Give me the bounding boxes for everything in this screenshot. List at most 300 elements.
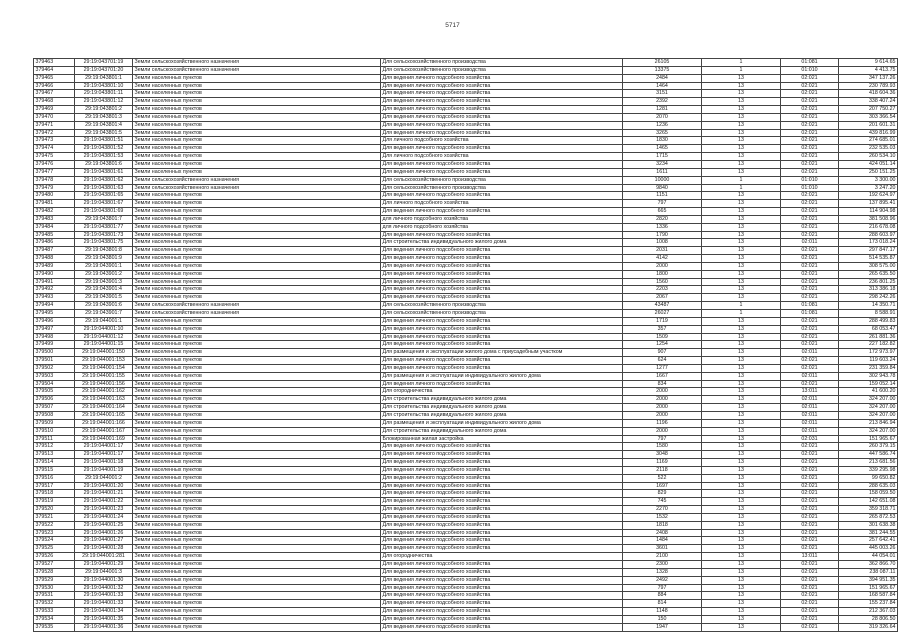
area-cell: 1328 [623,568,702,576]
row-id-cell: 379492 [34,286,75,294]
use-code-cell: 02:021 [781,325,839,333]
cadastral-number-cell: 29:19:043901:4 [75,286,133,294]
cadastral-value-cell: 514 535.87 [839,255,898,263]
use-code-cell: 02:021 [781,317,839,325]
permitted-use-cell: Для ведения личного подсобного хозяйства [381,615,623,623]
group-cell: 13 [702,215,781,223]
cadastral-value-cell: 238 087.11 [839,568,898,576]
group-cell: 13 [702,364,781,372]
table-row [34,215,898,223]
use-code-cell: 02:021 [781,498,839,506]
cadastral-number-cell: 29:19:044001:24 [75,513,133,521]
use-code-cell: 02:021 [781,584,839,592]
use-code-cell: 02:021 [781,208,839,216]
land-category-cell: Земли населенных пунктов [133,561,381,569]
table-row [34,474,898,482]
land-category-cell: Земли населенных пунктов [133,380,381,388]
land-category-cell: Земли населенных пунктов [133,498,381,506]
cadastral-number-cell: 29:19:044001:150 [75,349,133,357]
group-cell: 13 [702,121,781,129]
cadastral-number-cell: 29:19:043701:19 [75,59,133,67]
row-id-cell: 379493 [34,294,75,302]
group-cell: 13 [702,545,781,553]
table-row [34,255,898,263]
row-id-cell: 379482 [34,208,75,216]
land-category-cell: Земли сельскохозяйственного назначения [133,59,381,67]
table-row [34,341,898,349]
cadastral-number-cell: 29:19:044001:169 [75,435,133,443]
use-code-cell: 02:011 [781,419,839,427]
permitted-use-cell: Для ведения личного подсобного хозяйства [381,513,623,521]
group-cell: 13 [702,506,781,514]
cadastral-number-cell: 29:19:043901:5 [75,294,133,302]
land-category-cell: Земли населенных пунктов [133,372,381,380]
use-code-cell: 02:021 [781,145,839,153]
cadastral-number-cell: 29:19:044001:21 [75,490,133,498]
group-cell: 13 [702,608,781,616]
permitted-use-cell: Для ведения личного подсобного хозяйства [381,600,623,608]
row-id-cell: 379497 [34,325,75,333]
table-row [34,302,898,310]
table-row [34,192,898,200]
permitted-use-cell: Для ведения личного подсобного хозяйства [381,521,623,529]
cadastral-number-cell: 29:19:044001:281 [75,553,133,561]
use-code-cell: 02:021 [781,192,839,200]
use-code-cell: 02:021 [781,255,839,263]
permitted-use-cell: Для ведения личного подсобного хозяйства [381,121,623,129]
table-row [34,529,898,537]
area-cell: 797 [623,200,702,208]
use-code-cell: 02:021 [781,200,839,208]
row-id-cell: 379526 [34,553,75,561]
table-row [34,435,898,443]
permitted-use-cell: Для ведения личного подсобного хозяйства [381,168,623,176]
area-cell: 1336 [623,223,702,231]
cadastral-value-cell: 227 182.82 [839,341,898,349]
group-cell: 13 [702,459,781,467]
cadastral-number-cell: 29:19:044001:36 [75,623,133,631]
use-code-cell: 02:021 [781,623,839,631]
use-code-cell: 02:021 [781,561,839,569]
land-parcel-table [33,58,898,632]
cadastral-value-cell: 261 881.36 [839,333,898,341]
cadastral-number-cell: 29:19:043801:11 [75,90,133,98]
land-category-cell: Земли населенных пунктов [133,466,381,474]
area-cell: 745 [623,498,702,506]
row-id-cell: 379468 [34,98,75,106]
permitted-use-cell: Для ведения личного подсобного хозяйства [381,192,623,200]
cadastral-value-cell: 151 965.67 [839,584,898,592]
permitted-use-cell: Для ведения личного подсобного хозяйства [381,498,623,506]
permitted-use-cell: Для строительства индивидуального жилого дома [381,427,623,435]
cadastral-number-cell: 29:19:044001:3 [75,568,133,576]
cadastral-number-cell: 29:19:043801:2 [75,106,133,114]
area-cell: 2820 [623,215,702,223]
area-cell: 2492 [623,576,702,584]
area-cell: 797 [623,435,702,443]
group-cell: 13 [702,113,781,121]
area-cell: 26027 [623,310,702,318]
table-row [34,568,898,576]
group-cell: 1 [702,66,781,74]
land-category-cell: Земли населенных пунктов [133,262,381,270]
group-cell: 13 [702,435,781,443]
area-cell: 1790 [623,231,702,239]
use-code-cell: 02:021 [781,215,839,223]
table-row [34,427,898,435]
row-id-cell: 379514 [34,459,75,467]
use-code-cell: 02:021 [781,333,839,341]
row-id-cell: 379521 [34,513,75,521]
permitted-use-cell: Для ведения личного подсобного хозяйства [381,608,623,616]
table-row [34,537,898,545]
cadastral-number-cell: 29:19:044001:164 [75,404,133,412]
table-row [34,286,898,294]
land-category-cell: Земли сельскохозяйственного назначения [133,176,381,184]
permitted-use-cell: Для строительства индивидуального жилого дома [381,411,623,419]
row-id-cell: 379534 [34,615,75,623]
land-category-cell: Земли населенных пунктов [133,568,381,576]
permitted-use-cell: Блокированная жилая застройка [381,435,623,443]
use-code-cell: 02:021 [781,615,839,623]
cadastral-value-cell: 159 052.14 [839,380,898,388]
cadastral-value-cell: 168 587.84 [839,592,898,600]
use-code-cell: 02:021 [781,341,839,349]
cadastral-value-cell: 319 326.64 [839,623,898,631]
cadastral-number-cell: 29:19:044001:28 [75,545,133,553]
land-category-cell: Земли населенных пунктов [133,419,381,427]
use-code-cell: 02:021 [781,168,839,176]
table-row [34,482,898,490]
land-category-cell: Земли населенных пунктов [133,615,381,623]
table-row [34,608,898,616]
cadastral-value-cell: 41 600.20 [839,388,898,396]
cadastral-number-cell: 29:19:043801:10 [75,82,133,90]
table-row [34,545,898,553]
cadastral-value-cell: 288 603.97 [839,231,898,239]
area-cell: 1818 [623,521,702,529]
land-category-cell: Земли сельскохозяйственного назначения [133,184,381,192]
permitted-use-cell: Для ведения личного подсобного хозяйства [381,380,623,388]
cadastral-number-cell: 29:19:044001:22 [75,498,133,506]
cadastral-number-cell: 29:19:044001:34 [75,608,133,616]
use-code-cell: 01:010 [781,176,839,184]
use-code-cell: 02:021 [781,364,839,372]
area-cell: 1196 [623,419,702,427]
area-cell: 150 [623,615,702,623]
cadastral-value-cell: 3 300.00 [839,176,898,184]
cadastral-value-cell: 232 535.03 [839,145,898,153]
permitted-use-cell: Для ведения личного подсобного хозяйства [381,90,623,98]
land-category-cell: Земли населенных пунктов [133,74,381,82]
area-cell: 2484 [623,74,702,82]
row-id-cell: 379490 [34,270,75,278]
table-row [34,592,898,600]
area-cell: 1148 [623,608,702,616]
group-cell: 13 [702,255,781,263]
table-row [34,411,898,419]
cadastral-value-cell: 324 207.00 [839,404,898,412]
group-cell: 13 [702,357,781,365]
row-id-cell: 379479 [34,184,75,192]
area-cell: 3048 [623,451,702,459]
permitted-use-cell: Для личного подсобного хозяйства [381,153,623,161]
row-id-cell: 379484 [34,223,75,231]
cadastral-value-cell: 172 973.97 [839,349,898,357]
use-code-cell: 02:011 [781,404,839,412]
cadastral-number-cell: 29:19:043801:65 [75,192,133,200]
land-category-cell: Земли сельскохозяйственного назначения [133,66,381,74]
area-cell: 2000 [623,396,702,404]
use-code-cell: 02:011 [781,411,839,419]
row-id-cell: 379518 [34,490,75,498]
cadastral-value-cell: 201 601.31 [839,121,898,129]
group-cell: 13 [702,200,781,208]
group-cell: 13 [702,286,781,294]
cadastral-value-cell: 447 586.74 [839,451,898,459]
table-row [34,310,898,318]
land-category-cell: Земли населенных пунктов [133,490,381,498]
cadastral-value-cell: 8 588.91 [839,310,898,318]
land-category-cell: Земли населенных пунктов [133,137,381,145]
cadastral-value-cell: 359 318.71 [839,506,898,514]
row-id-cell: 379524 [34,537,75,545]
permitted-use-cell: Для сельскохозяйственного производства [381,310,623,318]
cadastral-value-cell: 302 943.78 [839,372,898,380]
land-category-cell: Земли населенных пунктов [133,482,381,490]
land-category-cell: Земли населенных пунктов [133,623,381,631]
group-cell: 13 [702,615,781,623]
group-cell: 13 [702,513,781,521]
cadastral-number-cell: 29:19:043801:73 [75,231,133,239]
land-category-cell: Земли населенных пунктов [133,451,381,459]
area-cell: 3234 [623,160,702,168]
use-code-cell: 02:021 [781,451,839,459]
table-row [34,168,898,176]
group-cell: 13 [702,208,781,216]
row-id-cell: 379471 [34,121,75,129]
group-cell: 1 [702,176,781,184]
cadastral-number-cell: 29:19:043801:9 [75,255,133,263]
group-cell: 13 [702,247,781,255]
cadastral-number-cell: 29:19:044001:35 [75,615,133,623]
row-id-cell: 379531 [34,592,75,600]
table-row [34,388,898,396]
permitted-use-cell: Для личного подсобного хозяйства [381,137,623,145]
area-cell: 624 [623,357,702,365]
land-category-cell: Земли населенных пунктов [133,200,381,208]
area-cell: 2118 [623,466,702,474]
cadastral-number-cell: 29:19:043801:3 [75,113,133,121]
permitted-use-cell: Для ведения личного подсобного хозяйства [381,561,623,569]
land-category-cell: Земли населенных пунктов [133,145,381,153]
permitted-use-cell: Для размещения и эксплуатации индивидуального жилого дома [381,419,623,427]
permitted-use-cell: Для ведения личного подсобного хозяйства [381,474,623,482]
use-code-cell: 02:021 [781,482,839,490]
cadastral-number-cell: 29:19:044001:1 [75,317,133,325]
permitted-use-cell: Для ведения личного подсобного хозяйства [381,341,623,349]
land-category-cell: Земли населенных пунктов [133,192,381,200]
table-row [34,404,898,412]
permitted-use-cell: Для ведения личного подсобного хозяйства [381,576,623,584]
table-row [34,294,898,302]
table-row [34,113,898,121]
group-cell: 13 [702,427,781,435]
land-category-cell: Земли населенных пунктов [133,121,381,129]
group-cell: 13 [702,529,781,537]
use-code-cell: 02:021 [781,521,839,529]
table-row [34,184,898,192]
area-cell: 665 [623,208,702,216]
cadastral-value-cell: 381 508.96 [839,215,898,223]
table-row [34,561,898,569]
permitted-use-cell: Для ведения личного подсобного хозяйства [381,294,623,302]
use-code-cell: 02:011 [781,427,839,435]
group-cell: 1 [702,59,781,67]
table-row [34,357,898,365]
row-id-cell: 379511 [34,435,75,443]
group-cell: 13 [702,262,781,270]
use-code-cell: 02:021 [781,113,839,121]
use-code-cell: 01:081 [781,59,839,67]
cadastral-number-cell: 29:19:044001:20 [75,482,133,490]
row-id-cell: 379467 [34,90,75,98]
table-row [34,498,898,506]
cadastral-number-cell: 29:19:043801:8 [75,247,133,255]
permitted-use-cell: Для ведения личного подсобного хозяйства [381,506,623,514]
area-cell: 9840 [623,184,702,192]
row-id-cell: 379517 [34,482,75,490]
use-code-cell: 02:021 [781,357,839,365]
area-cell: 1719 [623,317,702,325]
group-cell: 13 [702,137,781,145]
cadastral-value-cell: 14 350.71 [839,302,898,310]
use-code-cell: 01:081 [781,310,839,318]
cadastral-number-cell: 29:19:043901:7 [75,310,133,318]
use-code-cell: 02:021 [781,608,839,616]
cadastral-value-cell: 362 866.70 [839,561,898,569]
group-cell: 13 [702,270,781,278]
cadastral-number-cell: 29:19:044001:18 [75,459,133,467]
permitted-use-cell: Для ведения личного подсобного хозяйства [381,545,623,553]
table-row [34,239,898,247]
area-cell: 13375 [623,66,702,74]
land-category-cell: Земли населенных пунктов [133,529,381,537]
cadastral-number-cell: 29:19:043901:3 [75,278,133,286]
area-cell: 1484 [623,537,702,545]
table-row [34,380,898,388]
land-category-cell: Земли населенных пунктов [133,317,381,325]
cadastral-value-cell: 173 018.24 [839,239,898,247]
use-code-cell: 02:011 [781,239,839,247]
area-cell: 10000 [623,176,702,184]
cadastral-value-cell: 119 603.24 [839,357,898,365]
cadastral-number-cell: 29:19:043801:61 [75,168,133,176]
area-cell: 814 [623,600,702,608]
row-id-cell: 379528 [34,568,75,576]
area-cell: 2100 [623,553,702,561]
cadastral-number-cell: 29:19:044001:12 [75,333,133,341]
cadastral-number-cell: 29:19:043801:4 [75,121,133,129]
table-row [34,176,898,184]
group-cell: 13 [702,74,781,82]
table-row [34,137,898,145]
permitted-use-cell: Для ведения личного подсобного хозяйства [381,466,623,474]
table-row [34,506,898,514]
group-cell: 13 [702,239,781,247]
permitted-use-cell: Для ведения личного подсобного хозяйства [381,231,623,239]
land-category-cell: Земли сельскохозяйственного назначения [133,302,381,310]
use-code-cell: 01:010 [781,66,839,74]
permitted-use-cell: Для ведения личного подсобного хозяйства [381,98,623,106]
cadastral-number-cell: 29:19:044001:19 [75,466,133,474]
row-id-cell: 379516 [34,474,75,482]
cadastral-number-cell: 29:19:044001:17 [75,443,133,451]
cadastral-value-cell: 418 604.36 [839,90,898,98]
cadastral-number-cell: 29:19:044001:2 [75,474,133,482]
cadastral-number-cell: 29:19:044001:33 [75,592,133,600]
group-cell: 13 [702,498,781,506]
row-id-cell: 379510 [34,427,75,435]
permitted-use-cell: Для ведения личного подсобного хозяйства [381,451,623,459]
permitted-use-cell: Для ведения личного подсобного хозяйства [381,529,623,537]
group-cell: 13 [702,443,781,451]
land-category-cell: Земли населенных пунктов [133,513,381,521]
table-row [34,270,898,278]
row-id-cell: 379496 [34,317,75,325]
cadastral-value-cell: 288 499.83 [839,317,898,325]
cadastral-value-cell: 236 801.25 [839,278,898,286]
group-cell: 13 [702,168,781,176]
row-id-cell: 379494 [34,302,75,310]
permitted-use-cell: для личного подсобного хозяйства [381,223,623,231]
cadastral-value-cell: 324 207.00 [839,411,898,419]
row-id-cell: 379520 [34,506,75,514]
land-category-cell: Земли населенных пунктов [133,396,381,404]
row-id-cell: 379506 [34,396,75,404]
cadastral-value-cell: 114 904.98 [839,208,898,216]
cadastral-value-cell: 230 789.93 [839,82,898,90]
cadastral-number-cell: 29:19:043801:62 [75,176,133,184]
use-code-cell: 02:011 [781,372,839,380]
table-row [34,623,898,631]
permitted-use-cell: Для ведения личного подсобного хозяйства [381,145,623,153]
permitted-use-cell: Для ведения личного подсобного хозяйства [381,584,623,592]
row-id-cell: 379522 [34,521,75,529]
cadastral-value-cell: 9 614.65 [839,59,898,67]
row-id-cell: 379535 [34,623,75,631]
land-category-cell: Земли населенных пунктов [133,113,381,121]
permitted-use-cell: Для ведения личного подсобного хозяйства [381,317,623,325]
row-id-cell: 379530 [34,584,75,592]
group-cell: 13 [702,231,781,239]
row-id-cell: 379463 [34,59,75,67]
cadastral-number-cell: 29:19:044001:154 [75,364,133,372]
cadastral-value-cell: 298 242.26 [839,294,898,302]
table-row [34,600,898,608]
group-cell: 13 [702,153,781,161]
use-code-cell: 02:021 [781,270,839,278]
area-cell: 522 [623,474,702,482]
row-id-cell: 379502 [34,364,75,372]
table-row [34,372,898,380]
cadastral-value-cell: 250 151.25 [839,168,898,176]
table-body [34,59,898,632]
group-cell: 13 [702,106,781,114]
table-row [34,153,898,161]
row-id-cell: 379525 [34,545,75,553]
cadastral-number-cell: 29:19:043901:2 [75,270,133,278]
